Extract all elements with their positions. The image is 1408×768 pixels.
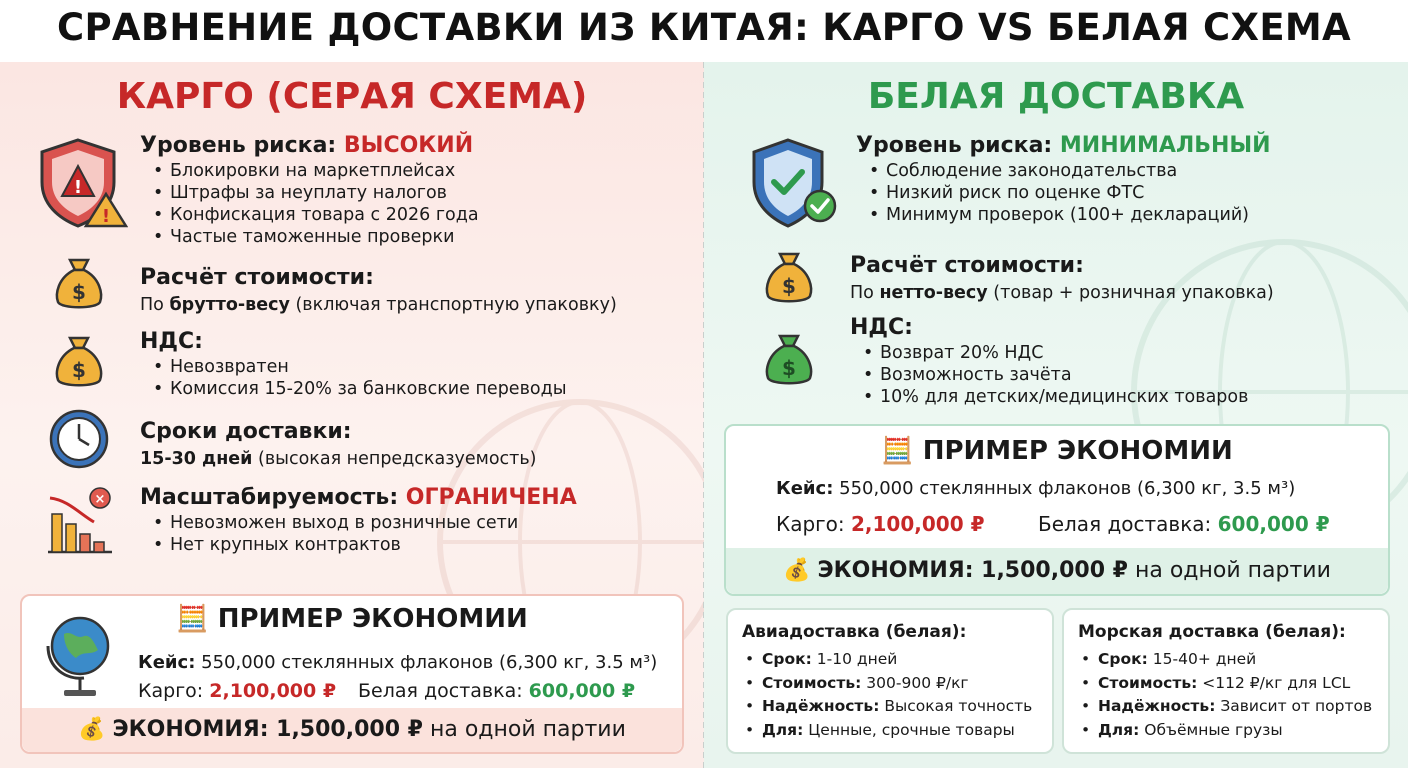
cargo-price-value: 2,100,000 ₽ <box>209 680 337 702</box>
cost-prefix: По <box>140 295 164 315</box>
sea-delivery-card <box>1062 608 1390 754</box>
svg-text:$: $ <box>782 274 796 298</box>
list-item: • Конфискация товара с 2026 года <box>170 204 479 226</box>
money-bag-icon <box>52 332 106 390</box>
list-item: • Возврат 20% НДС <box>880 342 1248 364</box>
air-delivery-card <box>726 608 1054 754</box>
cargo-title: КАРГО (СЕРАЯ СХЕМА) <box>116 76 588 117</box>
money-bag-icon: 💰 <box>783 558 811 583</box>
list-item: • Для: Объёмные грузы <box>1098 719 1388 743</box>
white-delivery-panel <box>704 62 1408 768</box>
savings-amount: ЭКОНОМИЯ: 1,500,000 ₽ <box>112 717 423 742</box>
svg-text:$: $ <box>72 358 86 382</box>
list-item: • Комиссия 15-20% за банковские переводы <box>170 378 567 400</box>
vat-label: НДС: <box>850 315 913 340</box>
list-item: • Стоимость: <112 ₽/кг для LCL <box>1098 672 1388 696</box>
list-item: • Блокировки на маркетплейсах <box>170 160 479 182</box>
cargo-panel <box>0 62 704 768</box>
risk-list <box>856 160 1271 226</box>
clock-icon <box>48 408 110 470</box>
risk-value: ВЫСОКИЙ <box>343 133 474 158</box>
list-item: • Для: Ценные, срочные товары <box>762 719 1052 743</box>
list-item: • Низкий риск по оценке ФТС <box>886 182 1271 204</box>
savings-example-box <box>724 424 1390 596</box>
cost-label: Расчёт стоимости: <box>850 253 1084 278</box>
list-item: • 10% для детских/медицинских товаров <box>880 386 1248 408</box>
example-title: ПРИМЕР ЭКОНОМИИ <box>922 436 1233 466</box>
air-delivery-list <box>728 648 1052 742</box>
declining-chart-icon <box>44 484 114 554</box>
savings-banner <box>726 548 1388 594</box>
calculator-icon: 🧮 <box>176 604 209 634</box>
list-item: • Надёжность: Зависит от портов <box>1098 695 1388 719</box>
cost-suffix: (товар + розничная упаковка) <box>993 283 1274 303</box>
case-label: Кейс: <box>138 652 196 673</box>
list-item: • Частые таможенные проверки <box>170 226 479 248</box>
case-label: Кейс: <box>776 478 834 499</box>
money-bag-icon <box>762 248 816 306</box>
savings-amount: ЭКОНОМИЯ: 1,500,000 ₽ <box>817 558 1128 583</box>
calculator-icon: 🧮 <box>881 436 914 466</box>
svg-text:$: $ <box>782 356 796 380</box>
case-text: 550,000 стеклянных флаконов (6,300 кг, 3.5 м³) <box>839 478 1296 499</box>
cost-label: Расчёт стоимости: <box>140 265 374 290</box>
time-suffix: (высокая непредсказуемость) <box>258 449 537 469</box>
svg-text:×: × <box>94 492 106 507</box>
money-bag-icon <box>52 254 106 312</box>
list-item: • Минимум проверок (100+ деклараций) <box>886 204 1271 226</box>
cost-bold: брутто-весу <box>169 295 290 315</box>
cost-prefix: По <box>850 283 874 303</box>
svg-text:!: ! <box>73 177 83 198</box>
list-item: • Стоимость: 300-900 ₽/кг <box>762 672 1052 696</box>
vat-list <box>850 342 1248 408</box>
cargo-price-value: 2,100,000 ₽ <box>851 512 985 536</box>
list-item: • Штрафы за неуплату налогов <box>170 182 479 204</box>
savings-text: на одной партии <box>429 717 626 742</box>
list-item: • Соблюдение законодательства <box>886 160 1271 182</box>
money-bag-icon: 💰 <box>78 717 106 742</box>
white-price-label: Белая доставка: <box>358 680 523 702</box>
case-text: 550,000 стеклянных флаконов (6,300 кг, 3.5 м³) <box>201 652 658 673</box>
white-title: БЕЛАЯ ДОСТАВКА <box>867 76 1245 117</box>
page-title: СРАВНЕНИЕ ДОСТАВКИ ИЗ КИТАЯ: КАРГО VS БЕЛАЯ СХЕМА <box>57 6 1351 49</box>
risk-list <box>140 160 479 248</box>
list-item: • Срок: 15-40+ дней <box>1098 648 1388 672</box>
svg-text:!: ! <box>101 206 111 227</box>
risk-label: Уровень риска: <box>140 133 337 158</box>
white-price-label: Белая доставка: <box>1038 512 1212 536</box>
savings-text: на одной партии <box>1134 558 1331 583</box>
cargo-price-label: Карго: <box>138 680 204 702</box>
cost-suffix: (включая транспортную упаковку) <box>295 295 617 315</box>
money-bag-icon <box>762 330 816 388</box>
white-price-value: 600,000 ₽ <box>528 680 636 702</box>
scale-label: Масштабируемость: <box>140 485 399 510</box>
sea-delivery-title: Морская доставка (белая): <box>1078 622 1346 642</box>
list-item: • Невозможен выход в розничные сети <box>170 512 577 534</box>
vat-label: НДС: <box>140 329 203 354</box>
list-item: • Надёжность: Высокая точность <box>762 695 1052 719</box>
time-bold: 15-30 дней <box>140 449 253 469</box>
shield-check-icon <box>750 136 840 228</box>
shield-warning-icon <box>38 136 128 228</box>
risk-value: МИНИМАЛЬНЫЙ <box>1059 133 1271 158</box>
list-item: • Срок: 1-10 дней <box>762 648 1052 672</box>
list-item: • Нет крупных контрактов <box>170 534 577 556</box>
time-label: Сроки доставки: <box>140 419 352 444</box>
scale-value: ОГРАНИЧЕНА <box>405 485 577 510</box>
savings-example-box <box>20 594 684 754</box>
air-delivery-title: Авиадоставка (белая): <box>742 622 967 642</box>
scale-list <box>140 512 577 556</box>
list-item: • Невозвратен <box>170 356 567 378</box>
savings-banner <box>22 708 682 752</box>
white-price-value: 600,000 ₽ <box>1217 512 1330 536</box>
vat-list <box>140 356 567 400</box>
list-item: • Возможность зачёта <box>880 364 1248 386</box>
example-title: ПРИМЕР ЭКОНОМИИ <box>217 604 528 634</box>
svg-text:$: $ <box>72 280 86 304</box>
cargo-price-label: Карго: <box>776 512 845 536</box>
sea-delivery-list <box>1064 648 1388 742</box>
cost-bold: нетто-весу <box>879 283 988 303</box>
risk-label: Уровень риска: <box>856 133 1053 158</box>
